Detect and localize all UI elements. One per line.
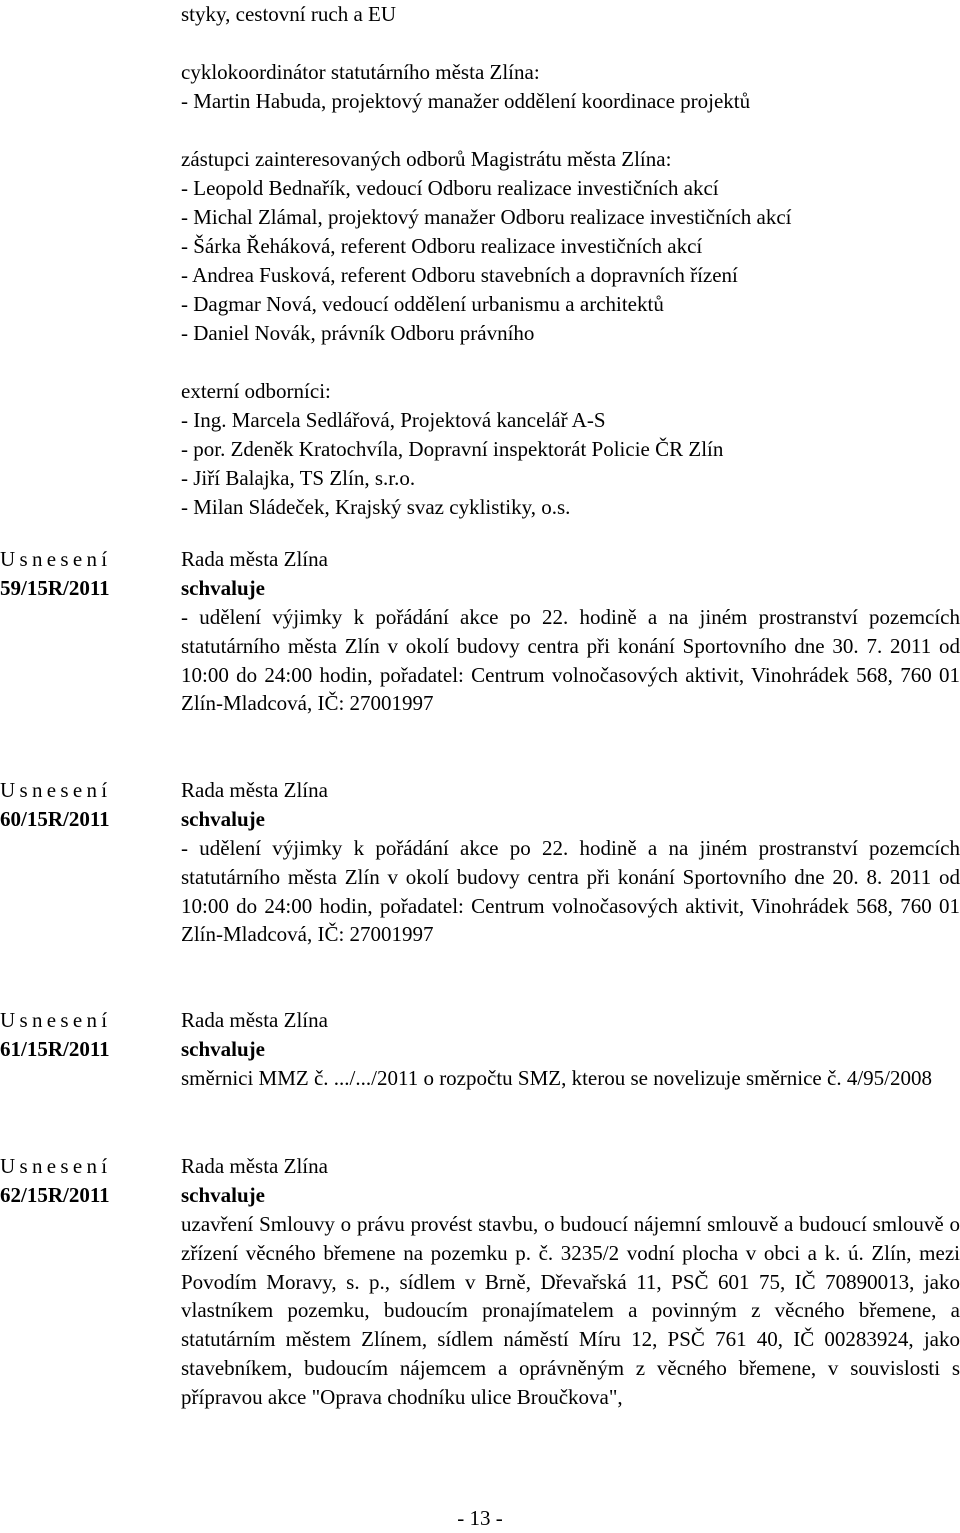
resolution-text: - udělení výjimky k pořádání akce po 22. hodině a na jiném prostranství pozemcích statutárního města Zlín v okolí budovy centra při konání Sportovního dne 30. 7. 2011 od 10:00 do 24:00 hodin, pořadatel: Centrum volnočasových aktivit, Vinohrádek 568, 760 01 Zlín-Mladcová, IČ: 27001997	[181, 605, 960, 716]
experts-heading: externí odborníci:	[181, 379, 331, 403]
attendee-line: - por. Zdeněk Kratochvíla, Dopravní inspektorát Policie ČR Zlín	[181, 437, 724, 461]
departments-heading: zástupci zainteresovaných odborů Magistrátu města Zlína:	[181, 147, 672, 171]
attendee-line: - Jiří Balajka, TS Zlín, s.r.o.	[181, 466, 416, 490]
resolution-number: 60/15R/2011	[0, 807, 110, 831]
resolution-label: Usnesení	[0, 778, 112, 802]
resolution-text: uzavření Smlouvy o právu provést stavbu, o budoucí nájemní smlouvě a budoucí smlouvě o zřízení věcného břemene na pozemku p. č. 3235/2 vodní plocha v obci a k. ú. Zlín, mezi Povodím Moravy, s. p., sídlem v Brně, Dřevařská 11, PSČ 601 75, IČ 70890013, jako vlastníkem pozemku, budoucím pronajímatelem a povinným z věcného břemene, a statutárním městem Zlínem, sídlem náměstí Míru 12, PSČ 761 40, IČ 00283924, jako stavebníkem, budoucím nájemcem a oprávněným z věcného břemene, v souvislosti s přípravou akce "Oprava chodníku ulice Broučkova",	[181, 1212, 960, 1409]
attendee-line: - Martin Habuda, projektový manažer oddělení koordinace projektů	[181, 89, 751, 113]
resolution-authority: Rada města Zlína	[181, 1154, 328, 1178]
resolution-verb: schvaluje	[181, 576, 265, 600]
attendee-line: styky, cestovní ruch a EU	[181, 2, 397, 26]
resolution-verb: schvaluje	[181, 1183, 265, 1207]
resolution-text: směrnici MMZ č. .../.../2011 o rozpočtu SMZ, kterou se novelizuje směrnice č. 4/95/2008	[181, 1066, 932, 1090]
attendee-line: - Milan Sládeček, Krajský svaz cyklistiky, o.s.	[181, 495, 571, 519]
resolution-label: Usnesení	[0, 547, 112, 571]
page-number: - 13 -	[457, 1506, 503, 1530]
resolution-verb: schvaluje	[181, 1037, 265, 1061]
resolution-authority: Rada města Zlína	[181, 778, 328, 802]
resolution-text: - udělení výjimky k pořádání akce po 22. hodině a na jiném prostranství pozemcích statutárního města Zlín v okolí budovy centra při konání Sportovního dne 20. 8. 2011 od 10:00 do 24:00 hodin, pořadatel: Centrum volnočasových aktivit, Vinohrádek 568, 760 01 Zlín-Mladcová, IČ: 27001997	[181, 836, 960, 947]
attendee-line: - Michal Zlámal, projektový manažer Odboru realizace investičních akcí	[181, 205, 792, 229]
attendee-line: - Ing. Marcela Sedlářová, Projektová kancelář A-S	[181, 408, 606, 432]
resolution-label: Usnesení	[0, 1154, 112, 1178]
resolution-authority: Rada města Zlína	[181, 547, 328, 571]
resolution-authority: Rada města Zlína	[181, 1008, 328, 1032]
resolution-number: 62/15R/2011	[0, 1183, 110, 1207]
attendee-line: - Andrea Fusková, referent Odboru stavebních a dopravních řízení	[181, 263, 738, 287]
attendee-line: - Šárka Řeháková, referent Odboru realizace investičních akcí	[181, 234, 703, 258]
resolution-number: 59/15R/2011	[0, 576, 110, 600]
resolution-label: Usnesení	[0, 1008, 112, 1032]
attendee-line: - Daniel Novák, právník Odboru právního	[181, 321, 535, 345]
resolution-verb: schvaluje	[181, 807, 265, 831]
resolution-number: 61/15R/2011	[0, 1037, 110, 1061]
attendee-line: - Dagmar Nová, vedoucí oddělení urbanismu a architektů	[181, 292, 664, 316]
cyclo-coordinator-heading: cyklokoordinátor statutárního města Zlína:	[181, 60, 540, 84]
attendee-line: - Leopold Bednařík, vedoucí Odboru realizace investičních akcí	[181, 176, 719, 200]
attendees-section	[181, 0, 960, 522]
